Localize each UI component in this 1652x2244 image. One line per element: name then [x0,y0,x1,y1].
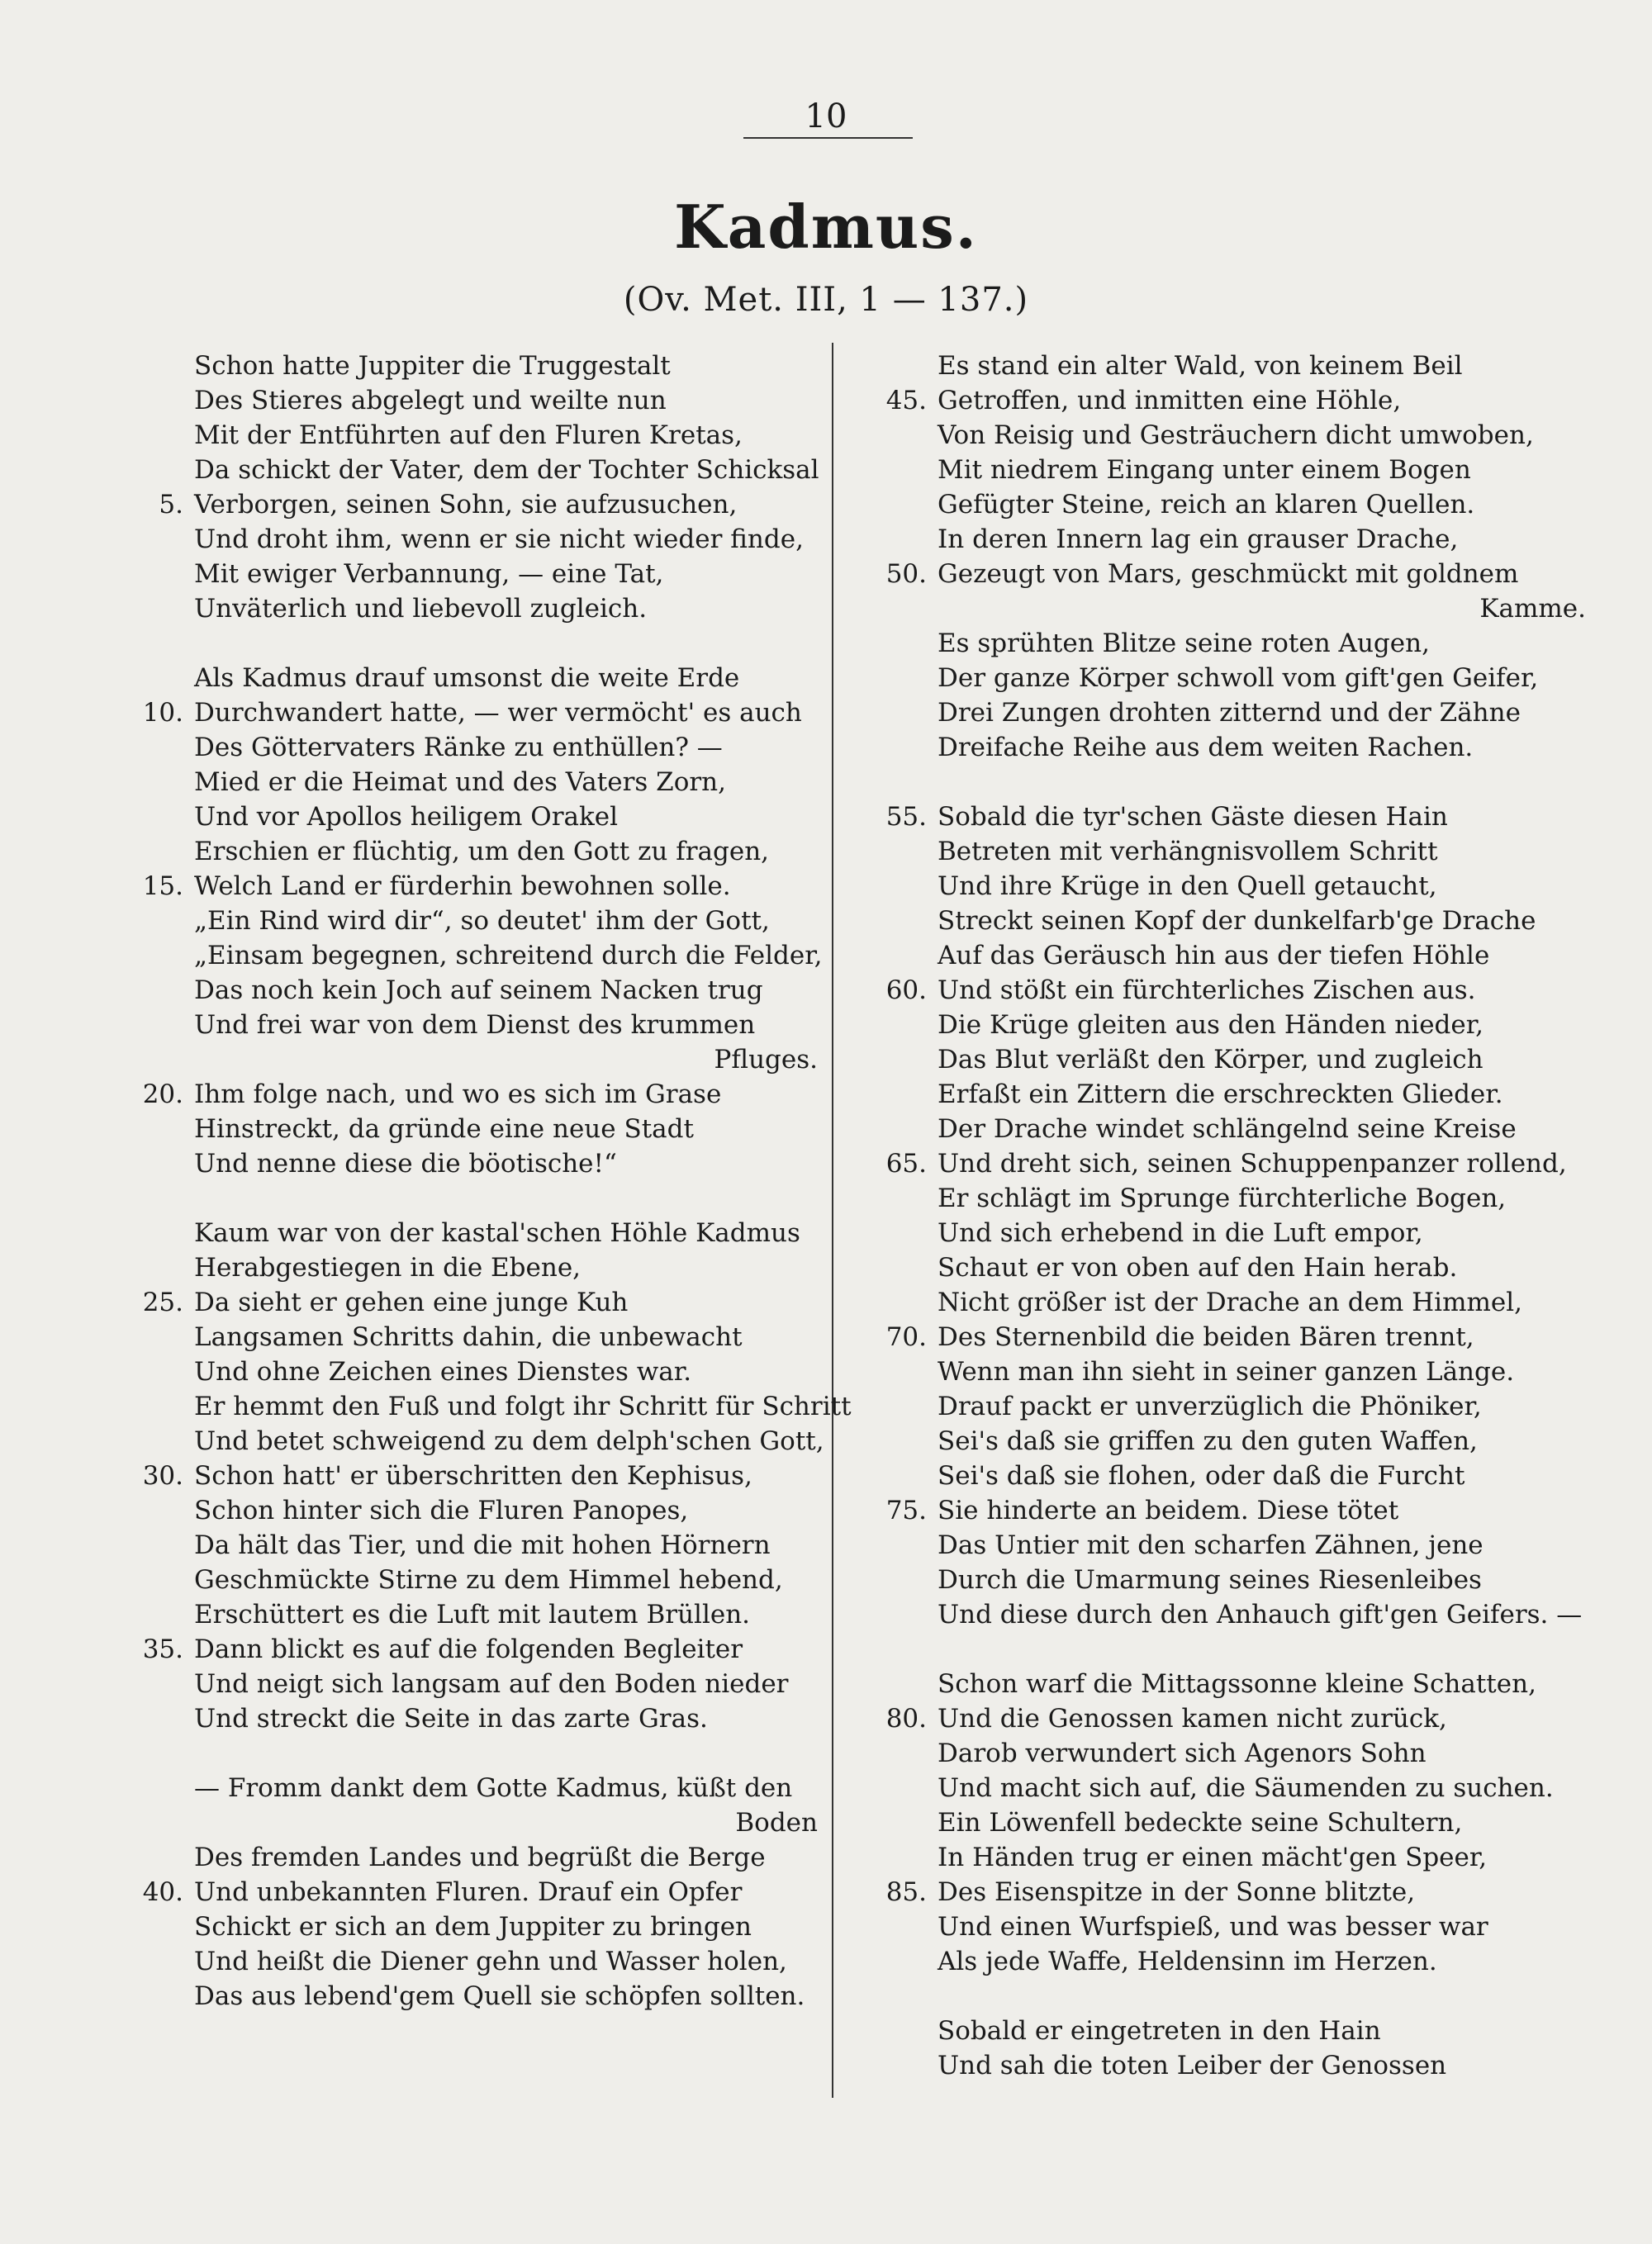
verse-line [116,1667,818,1701]
verse-line [859,487,1586,522]
verse-text: Erfaßt ein Zittern die erschreckten Glieder. [938,1079,1503,1109]
verse-text: Des fremden Landes und begrüßt die Berge [194,1843,766,1872]
verse-text: Und ihre Krüge in den Quell getaucht, [938,871,1437,901]
verse-line [116,799,818,834]
verse-text: „Ein Rind wird dir“, so deutet' ihm der Gott, [194,906,770,936]
right-column [859,349,1586,2083]
verse-text: Streckt seinen Kopf der dunkelfarb'ge Drache [938,906,1536,936]
verse-line [859,349,1586,383]
verse-text: Hinstreckt, da gründe eine neue Stadt [194,1114,694,1144]
verse-text: Nicht größer ist der Drache an dem Himmel, [938,1288,1523,1317]
verse-line [859,1944,1586,1979]
verse-line [859,1875,1586,1910]
verse-line [116,1459,818,1493]
verse-text: Und die Genossen kamen nicht zurück, [938,1704,1447,1734]
verse-text: Boden [735,1808,818,1838]
verse-text: Und sah die toten Leiber der Genossen [938,2051,1447,2080]
verse-line [859,1805,1586,1840]
verse-text: Das aus lebend'gem Quell sie schöpfen sollten. [194,1981,805,2011]
verse-line [116,1354,818,1389]
line-number: 60. [885,975,927,1005]
verse-line [116,904,818,938]
verse-text: Die Krüge gleiten aus den Händen nieder, [938,1010,1483,1040]
verse-line [859,1701,1586,1736]
verse-text: Mit der Entführten auf den Fluren Kretas, [194,420,743,450]
verse-text: — Fromm dankt dem Gotte Kadmus, küßt den [194,1773,793,1803]
verse-line [859,1459,1586,1493]
stanza-gap [116,1181,818,1216]
verse-line [859,869,1586,904]
verse-text: Das Untier mit den scharfen Zähnen, jene [938,1530,1483,1560]
verse-text: Ihm folge nach, und wo es sich im Grase [194,1079,722,1109]
verse-text: Als Kadmus drauf umsonst die weite Erde [194,663,740,693]
verse-text: Und frei war von dem Dienst des krummen [194,1010,756,1040]
verse-text: Schon hatte Juppiter die Truggestalt [194,351,671,381]
verse-text: Sobald die tyr'schen Gäste diesen Hain [938,802,1448,832]
verse-line [116,834,818,869]
verse-text: Welch Land er fürderhin bewohnen solle. [194,871,731,901]
verse-text: Schaut er von oben auf den Hain herab. [938,1253,1458,1283]
verse-line [116,1840,818,1875]
verse-line [859,973,1586,1008]
line-number: 70. [885,1322,927,1352]
verse-text: Pfluges. [714,1045,818,1075]
verse-line [859,1910,1586,1944]
verse-line [859,799,1586,834]
verse-text: Und stößt ein fürchterliches Zischen aus. [938,975,1476,1005]
verse-line [116,1944,818,1979]
verse-text: Dreifache Reihe aus dem weiten Rachen. [938,733,1474,762]
verse-text: Es sprühten Blitze seine roten Augen, [938,629,1430,658]
verse-line [859,1216,1586,1250]
page-number-rule [743,137,913,139]
verse-text: Und sich erhebend in die Luft empor, [938,1218,1423,1248]
verse-line [859,938,1586,973]
verse-line [116,938,823,973]
verse-line [116,1285,818,1320]
verse-line [116,1077,818,1112]
verse-text: Langsamen Schritts dahin, die unbewacht [194,1322,743,1352]
verse-line [116,1250,818,1285]
verse-text: Das Blut verläßt den Körper, und zugleich [938,1045,1483,1075]
verse-line [116,487,818,522]
verse-line [859,1597,1586,1632]
verse-text: Und streckt die Seite in das zarte Gras. [194,1704,708,1734]
line-number: 40. [142,1877,183,1907]
verse-text: Kaum war von der kastal'schen Höhle Kadmus [194,1218,800,1248]
verse-text: Da hält das Tier, und die mit hohen Hörnern [194,1530,771,1560]
verse-text: Das noch kein Joch auf seinem Nacken trug [194,975,763,1005]
verse-line [116,557,818,591]
verse-line [116,1979,818,2014]
verse-line [859,1077,1586,1112]
verse-text: Der Drache windet schlängelnd seine Kreise [938,1114,1517,1144]
verse-line [859,1354,1586,1389]
verse-text: Und diese durch den Anhauch gift'gen Geifers. — [938,1600,1583,1630]
verse-line [859,661,1586,695]
verse-text: Drauf packt er unverzüglich die Phöniker, [938,1392,1482,1421]
verse-line [859,2048,1586,2083]
verse-text: Erschien er flüchtig, um den Gott zu fragen, [194,837,770,866]
verse-line [859,1667,1586,1701]
verse-text: Geschmückte Stirne zu dem Himmel hebend, [194,1565,783,1595]
verse-text: Gefügter Steine, reich an klaren Quellen. [938,490,1475,519]
verse-text: Des Eisenspitze in der Sonne blitzte, [938,1877,1416,1907]
line-number: 20. [142,1079,183,1109]
verse-line [116,453,818,487]
verse-line [859,1563,1586,1597]
verse-line [859,626,1586,661]
verse-text: Darob verwundert sich Agenors Sohn [938,1739,1427,1768]
left-column [116,349,852,2014]
stanza-gap [859,1979,1586,2014]
page-number: 10 [805,97,847,135]
verse-text: Und unbekannten Fluren. Drauf ein Opfer [194,1877,743,1907]
verse-text: Und heißt die Diener gehn und Wasser holen, [194,1947,787,1976]
verse-line [116,1216,818,1250]
verse-line [116,1771,818,1805]
verse-text: Schon warf die Mittagssonne kleine Schatten, [938,1669,1536,1699]
verse-text: Und neigt sich langsam auf den Boden nieder [194,1669,789,1699]
verse-text: Und ohne Zeichen eines Dienstes war. [194,1357,692,1387]
verse-text: Schon hatt' er überschritten den Kephisus, [194,1461,752,1491]
verse-line [116,1910,818,1944]
verse-text: Und betet schweigend zu dem delph'schen Gott, [194,1426,824,1456]
verse-line [116,1493,818,1528]
verse-text: In Händen trug er einen mächt'gen Speer, [938,1843,1488,1872]
verse-line [116,1632,818,1667]
verse-text: Er hemmt den Fuß und folgt ihr Schritt für Schritt [194,1392,852,1421]
verse-line [116,695,818,730]
verse-text: Er schlägt im Sprunge fürchterliche Bogen, [938,1184,1507,1213]
verse-line [116,661,818,695]
verse-text: Drei Zungen drohten zitternd und der Zähne [938,698,1521,728]
verse-text: Von Reisig und Gesträuchern dicht umwoben, [938,420,1534,450]
verse-text: Unväterlich und liebevoll zugleich. [194,594,648,624]
verse-text: Mied er die Heimat und des Vaters Zorn, [194,767,726,797]
verse-text: „Einsam begegnen, schreitend durch die Felder, [194,941,823,970]
verse-line [116,383,818,418]
verse-text: Betreten mit verhängnisvollem Schritt [938,837,1438,866]
verse-line [859,591,1586,626]
verse-line [859,695,1586,730]
verse-text: Da schickt der Vater, dem der Tochter Schicksal [194,455,819,485]
verse-line [859,1389,1586,1424]
verse-text: Erschüttert es die Luft mit lautem Brüllen. [194,1600,751,1630]
verse-line [116,1146,818,1181]
verse-text: Und vor Apollos heiligem Orakel [194,802,619,832]
verse-line [116,1805,818,1840]
verse-text: Durchwandert hatte, — wer vermöcht' es auch [194,698,802,728]
verse-line [116,418,818,453]
verse-line [859,1250,1586,1285]
verse-text: In deren Innern lag ein grauser Drache, [938,524,1459,554]
verse-text: Getroffen, und inmitten eine Höhle, [938,386,1402,415]
verse-text: Durch die Umarmung seines Riesenleibes [938,1565,1482,1595]
line-number: 15. [142,871,183,901]
verse-text: Mit ewiger Verbannung, — eine Tat, [194,559,664,589]
verse-text: Gezeugt von Mars, geschmückt mit goldnem [938,559,1519,589]
verse-line [116,591,818,626]
verse-text: Sie hinderte an beidem. Diese tötet [938,1496,1399,1525]
line-number: 30. [142,1461,183,1491]
verse-text: Auf das Geräusch hin aus der tiefen Höhle [938,941,1490,970]
verse-line [116,730,818,765]
verse-line [859,1146,1586,1181]
line-number: 45. [885,386,927,415]
line-number: 80. [885,1704,927,1734]
poem-source-reference: (Ov. Met. III, 1 — 137.) [623,281,1029,319]
verse-text: Des Stieres abgelegt und weilte nun [194,386,667,415]
verse-line [859,383,1586,418]
verse-line [116,1701,818,1736]
verse-line [859,1424,1586,1459]
verse-text: Und macht sich auf, die Säumenden zu suchen. [938,1773,1554,1803]
verse-line [859,1320,1586,1354]
verse-line [859,730,1586,765]
verse-line [116,765,818,799]
verse-line [116,1875,818,1910]
verse-line [859,522,1586,557]
stanza-gap [859,1632,1586,1667]
verse-line [116,1112,818,1146]
verse-line [859,834,1586,869]
verse-text: Kamme. [1479,594,1586,624]
line-number: 50. [885,559,927,589]
line-number: 55. [885,802,927,832]
verse-line [116,522,818,557]
verse-line [116,1597,818,1632]
verse-text: Herabgestiegen in die Ebene, [194,1253,582,1283]
verse-text: Der ganze Körper schwoll vom gift'gen Geifer, [938,663,1539,693]
line-number: 25. [142,1288,183,1317]
stanza-gap [116,1736,818,1771]
verse-text: Wenn man ihn sieht in seiner ganzen Länge. [938,1357,1515,1387]
stanza-gap [859,765,1586,799]
verse-line [116,1528,818,1563]
verse-line [116,1563,818,1597]
verse-line [859,1771,1586,1805]
verse-text: Als jede Waffe, Heldensinn im Herzen. [938,1947,1437,1976]
line-number: 85. [885,1877,927,1907]
verse-text: Ein Löwenfell bedeckte seine Schultern, [938,1808,1463,1838]
verse-text: Und dreht sich, seinen Schuppenpanzer rollend, [938,1149,1567,1179]
line-number: 35. [142,1634,183,1664]
verse-line [859,1493,1586,1528]
verse-line [859,1042,1586,1077]
verse-text: Sei's daß sie griffen zu den guten Waffen, [938,1426,1478,1456]
verse-line [859,453,1586,487]
verse-line [859,1528,1586,1563]
verse-text: Verborgen, seinen Sohn, sie aufzusuchen, [194,490,738,519]
verse-text: Schickt er sich an dem Juppiter zu bringen [194,1912,752,1942]
verse-text: Des Sternenbild die beiden Bären trennt, [938,1322,1474,1352]
stanza-gap [116,626,818,661]
verse-line [859,1008,1586,1042]
verse-text: Dann blickt es auf die folgenden Begleiter [194,1634,743,1664]
verse-line [859,1736,1586,1771]
verse-line [859,1112,1586,1146]
verse-line [859,1181,1586,1216]
verse-text: Des Göttervaters Ränke zu enthüllen? — [194,733,723,762]
verse-text: Schon hinter sich die Fluren Panopes, [194,1496,689,1525]
verse-line [859,557,1586,591]
verse-line [859,1840,1586,1875]
verse-line [116,1008,818,1042]
verse-text: Mit niedrem Eingang unter einem Bogen [938,455,1471,485]
verse-text: Da sieht er gehen eine junge Kuh [194,1288,629,1317]
verse-line [116,1320,818,1354]
verse-line [116,869,818,904]
verse-line [116,973,818,1008]
verse-line [859,2014,1586,2048]
poem-title: Kadmus. [674,192,978,262]
line-number: 5. [159,490,183,519]
verse-text: Und nenne diese die böotische!“ [194,1149,617,1179]
verse-line [116,1424,824,1459]
line-number: 75. [885,1496,927,1525]
column-divider [832,343,833,2098]
verse-line [859,904,1586,938]
line-number: 65. [885,1149,927,1179]
verse-text: Und einen Wurfspieß, und was besser war [938,1912,1488,1942]
verse-line [859,418,1586,453]
verse-text: Es stand ein alter Wald, von keinem Beil [938,351,1463,381]
verse-line [116,1389,852,1424]
verse-text: Und droht ihm, wenn er sie nicht wieder finde, [194,524,804,554]
verse-line [116,1042,818,1077]
verse-line [116,349,818,383]
verse-text: Sobald er eingetreten in den Hain [938,2016,1381,2046]
line-number: 10. [142,698,183,728]
verse-line [859,1285,1586,1320]
verse-text: Sei's daß sie flohen, oder daß die Furcht [938,1461,1465,1491]
